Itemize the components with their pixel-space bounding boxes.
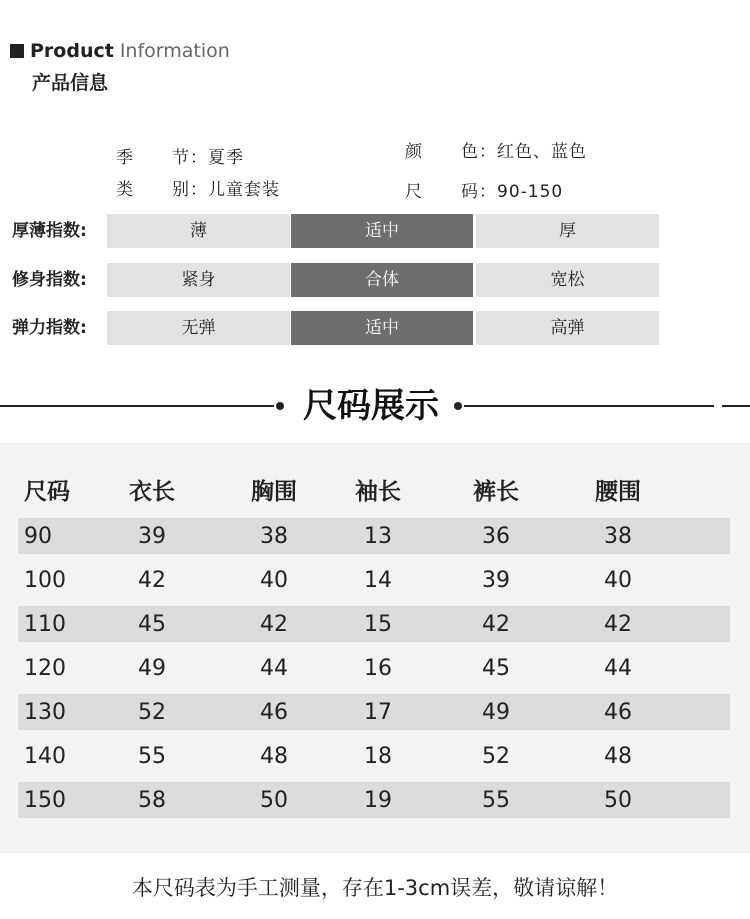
table-row — [18, 694, 730, 730]
table-cell: 15 — [364, 611, 392, 637]
table-cell: 18 — [364, 743, 392, 769]
table-cell: 50 — [260, 787, 288, 813]
table-cell: 90 — [24, 523, 52, 549]
table-cell: 45 — [138, 611, 166, 637]
info-size-value: 90-150 — [497, 182, 564, 202]
table-cell: 46 — [604, 699, 632, 725]
info-season-value: 夏季 — [208, 148, 244, 168]
scale-option: 薄 — [107, 214, 290, 248]
table-row — [18, 782, 730, 818]
info-color-value: 红色、蓝色 — [497, 142, 587, 162]
table-cell: 50 — [604, 787, 632, 813]
table-cell: 140 — [24, 743, 66, 769]
header-title-en-light: Information — [119, 40, 230, 62]
info-size-key-b: 码： — [461, 182, 497, 202]
size-table-header — [0, 469, 750, 509]
scale-option-selected: 合体 — [291, 263, 473, 297]
table-cell: 42 — [138, 567, 166, 593]
table-cell: 49 — [138, 655, 166, 681]
size-title: 尺码展示 — [303, 386, 439, 426]
title-dot-icon — [454, 402, 462, 410]
table-cell: 120 — [24, 655, 66, 681]
scale-option: 厚 — [476, 214, 659, 248]
header-title-cn: 产品信息 — [32, 72, 109, 94]
table-cell: 19 — [364, 787, 392, 813]
info-size-key-a: 尺 — [405, 182, 423, 202]
info-color-key-a: 颜 — [405, 142, 423, 162]
title-divider-left — [0, 405, 274, 407]
header-cell: 尺码 — [24, 478, 70, 505]
header-square-icon — [10, 44, 24, 58]
table-cell: 36 — [482, 523, 510, 549]
table-row — [18, 606, 730, 642]
scale-fit — [0, 263, 750, 297]
title-dot-icon — [276, 402, 284, 410]
table-cell: 45 — [482, 655, 510, 681]
scale-label: 修身指数: — [12, 270, 87, 290]
table-cell: 42 — [260, 611, 288, 637]
table-cell: 150 — [24, 787, 66, 813]
product-info-header — [10, 38, 230, 95]
table-cell: 48 — [260, 743, 288, 769]
size-table — [0, 443, 750, 853]
table-cell: 42 — [604, 611, 632, 637]
scale-elasticity — [0, 311, 750, 345]
info-color-key-b: 色： — [461, 142, 497, 162]
scale-option: 紧身 — [107, 263, 290, 297]
info-size — [405, 177, 563, 202]
table-row — [18, 562, 730, 598]
info-category-key-a: 类 — [116, 180, 134, 200]
table-cell: 40 — [260, 567, 288, 593]
table-cell: 13 — [364, 523, 392, 549]
scale-thickness — [0, 214, 750, 248]
table-cell: 44 — [260, 655, 288, 681]
table-cell: 16 — [364, 655, 392, 681]
table-cell: 55 — [138, 743, 166, 769]
title-divider-tail — [722, 405, 750, 407]
scale-option: 无弹 — [107, 311, 290, 345]
info-color — [405, 137, 587, 162]
scale-option-selected: 适中 — [291, 214, 473, 248]
info-season-key-a: 季 — [116, 148, 134, 168]
table-row — [18, 650, 730, 686]
table-cell: 14 — [364, 567, 392, 593]
table-cell: 39 — [138, 523, 166, 549]
table-cell: 42 — [482, 611, 510, 637]
table-cell: 100 — [24, 567, 66, 593]
info-season — [116, 143, 244, 168]
header-title-en-bold: Product — [30, 40, 114, 62]
table-cell: 130 — [24, 699, 66, 725]
table-row — [18, 518, 730, 554]
header-cell: 袖长 — [355, 478, 401, 505]
scale-option-selected: 适中 — [291, 311, 473, 345]
info-category-key-b: 别： — [172, 180, 208, 200]
scale-label: 弹力指数: — [12, 318, 87, 338]
table-cell: 58 — [138, 787, 166, 813]
table-cell: 52 — [482, 743, 510, 769]
table-cell: 17 — [364, 699, 392, 725]
table-cell: 40 — [604, 567, 632, 593]
table-row — [18, 738, 730, 774]
scale-option: 宽松 — [476, 263, 659, 297]
table-cell: 44 — [604, 655, 632, 681]
header-cell: 腰围 — [595, 478, 641, 505]
table-cell: 110 — [24, 611, 66, 637]
info-category — [116, 175, 280, 200]
table-cell: 38 — [604, 523, 632, 549]
table-cell: 48 — [604, 743, 632, 769]
table-cell: 38 — [260, 523, 288, 549]
header-cell: 衣长 — [129, 478, 175, 505]
table-cell: 49 — [482, 699, 510, 725]
scale-option: 高弹 — [476, 311, 659, 345]
measurement-footnote: 本尺码表为手工测量，存在1-3cm误差，敬请谅解！ — [131, 876, 619, 900]
header-cell: 胸围 — [251, 478, 297, 505]
header-cell: 裤长 — [473, 478, 519, 505]
title-divider-right — [464, 405, 714, 407]
table-cell: 52 — [138, 699, 166, 725]
scale-label: 厚薄指数: — [12, 221, 87, 241]
size-section-title — [0, 378, 750, 434]
table-cell: 46 — [260, 699, 288, 725]
header-line-en — [10, 38, 230, 64]
table-cell: 39 — [482, 567, 510, 593]
info-season-key-b: 节： — [172, 148, 208, 168]
table-cell: 55 — [482, 787, 510, 813]
info-category-value: 儿童套装 — [208, 180, 280, 200]
